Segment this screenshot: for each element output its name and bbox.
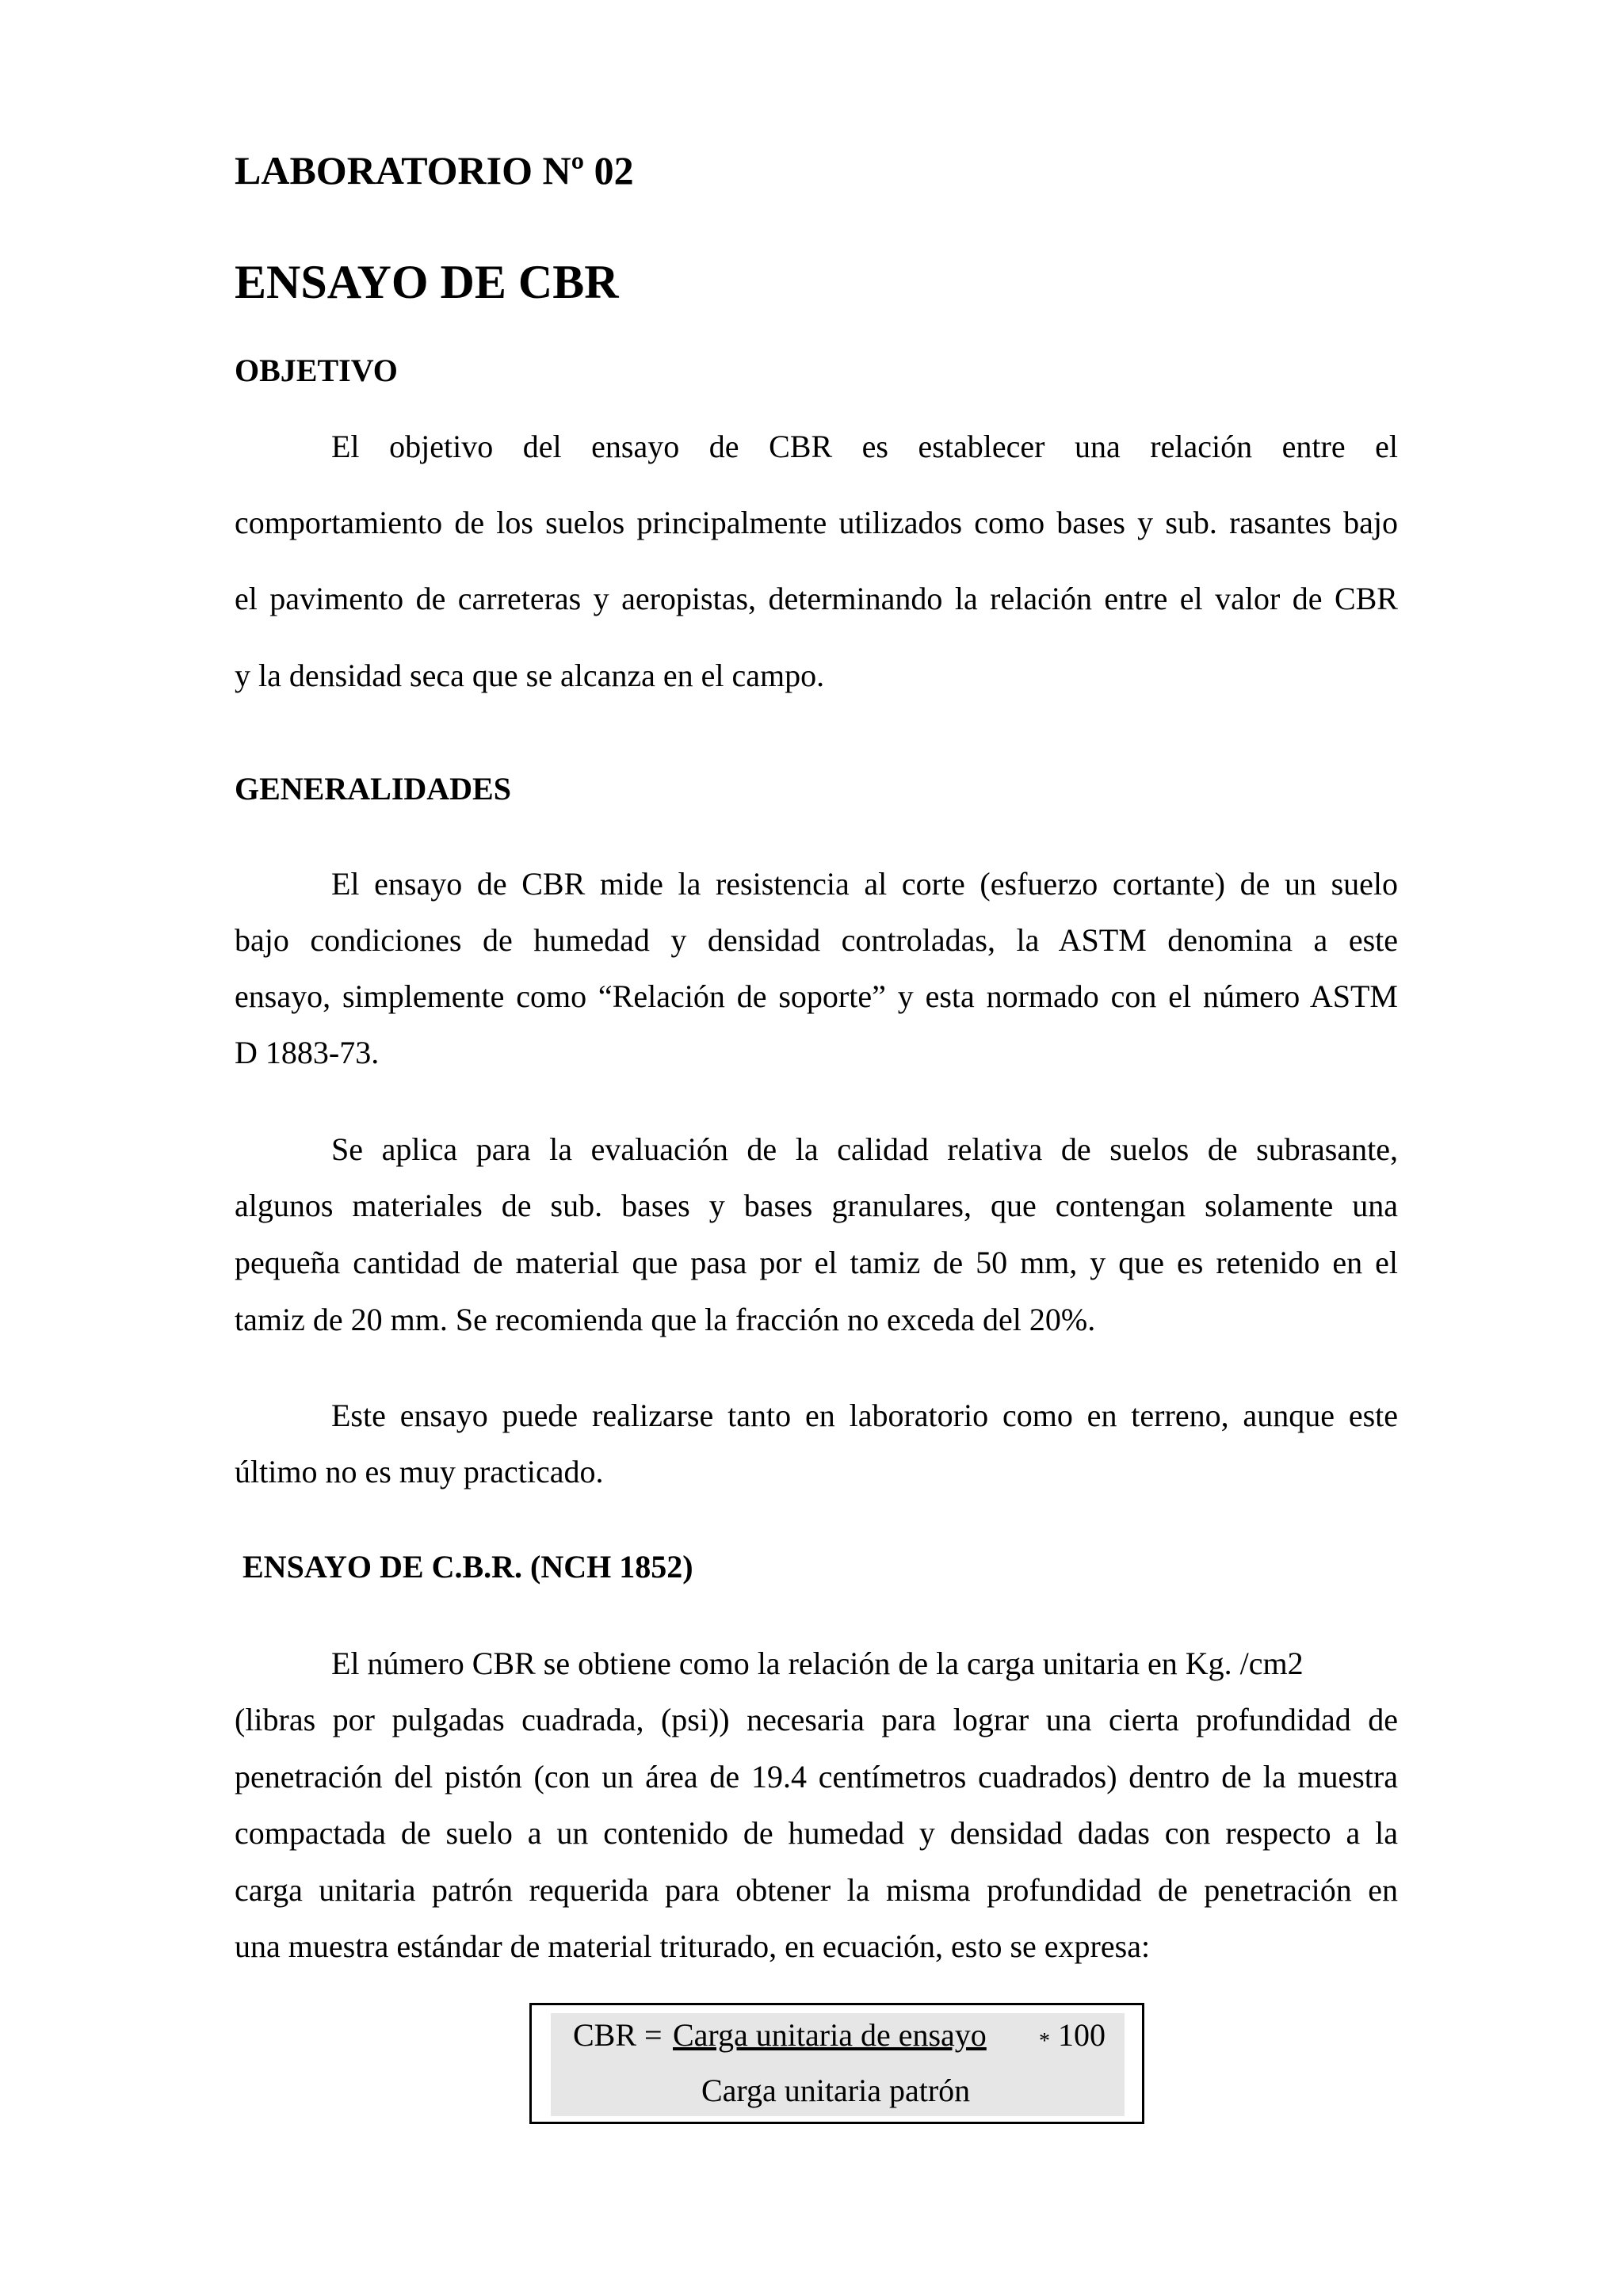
ensayo-line-2: (libras por pulgadas cuadrada, (psi)) necesaria para lograr una cierta profundidad de — [235, 1702, 1398, 1737]
generalidades-p3-line-1: Este ensayo puede realizarse tanto en laboratorio como en terreno, aunque este — [331, 1398, 1398, 1433]
generalidades-p1-line-1: El ensayo de CBR mide la resistencia al corte (esfuerzo cortante) de un suelo — [331, 866, 1398, 902]
generalidades-p2-line-3: pequeña cantidad de material que pasa por el tamiz de 50 mm, y que es retenido en el — [235, 1245, 1398, 1280]
generalidades-heading: GENERALIDADES — [235, 771, 511, 807]
objetivo-line-1: El objetivo del ensayo de CBR es establecer una relación entre el — [331, 429, 1398, 464]
ensayo-heading: ENSAYO DE C.B.R. (NCH 1852) — [242, 1549, 693, 1585]
main-title: ENSAYO DE CBR — [235, 256, 619, 308]
lab-title: LABORATORIO Nº 02 — [235, 148, 634, 193]
objetivo-line-4: y la densidad seca que se alcanza en el campo. — [235, 658, 825, 693]
formula-denominator: Carga unitaria patrón — [701, 2073, 971, 2108]
ensayo-line-1: El número CBR se obtiene como la relación de la carga unitaria en Kg. /cm2 — [331, 1646, 1304, 1681]
objetivo-line-2: comportamiento de los suelos principalmente utilizados como bases y sub. rasantes bajo — [235, 505, 1398, 540]
ensayo-line-3: penetración del pistón (con un área de 19.4 centímetros cuadrados) dentro de la muestra — [235, 1759, 1398, 1794]
formula-numerator: Carga unitaria de ensayo — [673, 2017, 987, 2053]
formula-lhs: CBR = — [573, 2017, 663, 2053]
generalidades-p2-line-1: Se aplica para la evaluación de la calidad relativa de suelos de subrasante, — [331, 1131, 1398, 1167]
ensayo-line-6: una muestra estándar de material triturado, en ecuación, esto se expresa: — [235, 1928, 1151, 1964]
generalidades-p3-line-2: último no es muy practicado. — [235, 1454, 604, 1489]
generalidades-p2-line-2: algunos materiales de sub. bases y bases granulares, que contengan solamente una — [235, 1188, 1398, 1223]
objetivo-line-3: el pavimento de carreteras y aeropistas, determinando la relación entre el valor de CBR — [235, 581, 1398, 616]
generalidades-p1-line-3: ensayo, simplemente como “Relación de soporte” y esta normado con el número ASTM — [235, 978, 1398, 1014]
generalidades-p2-line-4: tamiz de 20 mm. Se recomienda que la fracción no exceda del 20%. — [235, 1302, 1096, 1337]
ensayo-line-5: carga unitaria patrón requerida para obtener la misma profundidad de penetración en — [235, 1872, 1398, 1908]
generalidades-p1-line-2: bajo condiciones de humedad y densidad controladas, la ASTM denomina a este — [235, 922, 1398, 958]
cbr-formula-box — [529, 2003, 1144, 2124]
formula-factor: 100 — [1058, 2017, 1106, 2053]
generalidades-p1-line-4: D 1883-73. — [235, 1035, 380, 1070]
objetivo-heading: OBJETIVO — [235, 353, 398, 388]
formula-operator: * — [1039, 2029, 1050, 2054]
ensayo-line-4: compactada de suelo a un contenido de humedad y densidad dadas con respecto a la — [235, 1815, 1398, 1851]
